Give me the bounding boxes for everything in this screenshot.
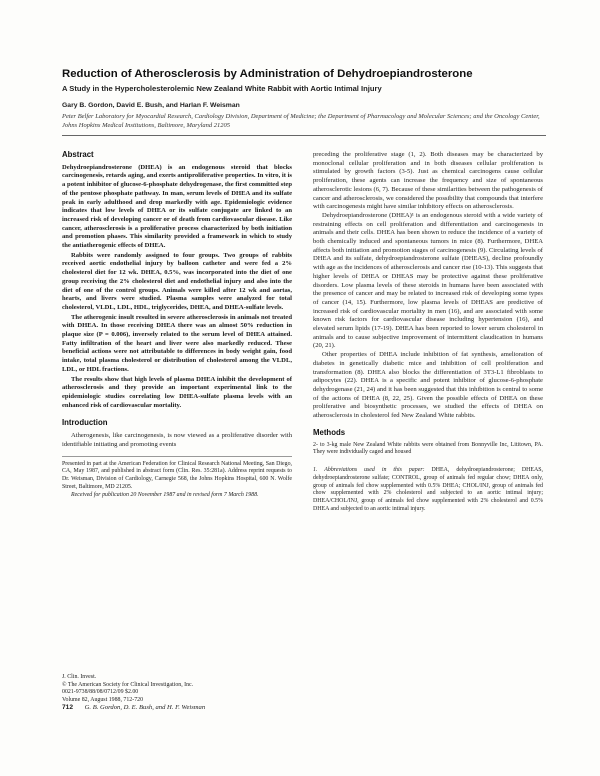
- page-number: 712: [62, 704, 74, 711]
- article-subtitle: A Study in the Hypercholesterolemic New Zealand White Rabbit with Aortic Intimal Injury: [62, 84, 382, 93]
- abbreviations-text: DHEA, dehydroepiandrosterone; DHEAS, dehydroepiandrosterone sulfate; CONTROL, group of animals fed regular chow; DHEA only, group of animals fed chow supplemented with 0.5% DHEA; CHOL/INJ, group of animals fed chow supplemented with 2% cholesterol and subjected to an aortic intimal injury; DHEA/CHOL/INJ, group of animals fed chow supplemented with 2% cholesterol and 0.5% DHEA and subjected to an aortic intimal injury.: [313, 467, 543, 513]
- methods-text: 2- to 3-kg male New Zealand White rabbits were obtained from Bonnyville Inc, Lititown, PA. They were individually caged and housed: [313, 441, 543, 456]
- left-column: [62, 151, 292, 499]
- abstract-paragraph: Rabbits were randomly assigned to four groups. Two groups of rabbits received aortic endothelial injury by balloon catheter and were fed a 2% cholesterol diet for 12 wk. DHEA, 0.5%, was incorporated into the diet of one group receiving the 2% cholesterol diet and endothelial injury and also into the diet of one of the control groups. Animals were killed after 12 wk and aortas, hearts, and livers were studied. Plasma samples were analyzed for total cholesterol, VLDL, LDL, HDL, triglycerides, DHEA, and DHEA-sulfate levels.: [62, 251, 292, 311]
- copyright-block: [62, 674, 292, 704]
- footer-authors: G. B. Gordon, D. E. Bush, and H. F. Weisman: [84, 704, 206, 711]
- abbreviations-footnote: [313, 467, 543, 514]
- page-footer: [62, 704, 205, 711]
- abstract-heading: Abstract: [62, 150, 94, 159]
- header-divider: [62, 135, 546, 136]
- introduction-heading: Introduction: [62, 418, 108, 428]
- introduction-paragraph: Atherogenesis, like carcinogenesis, is now viewed as a proliferative disorder with identifiable initiating and promoting events: [62, 432, 292, 448]
- affiliation: Peter Belfer Laboratory for Myocardial Research, Cardiology Division, Department of Medicine; the Department of Pharmacology and Molecular Sciences; and the Oncology Center, Johns Hopkins Medical Institutions, Baltimore, Maryland 21205: [62, 113, 540, 129]
- presentation-footnote: Presented in part at the American Federation for Clinical Research National Meeting, San Diego, CA, May 1987, and published in abstract form (Clin. Res. 35:281a). Address reprint requests to Dr. Weisman, Division of Cardiology, Carnegie 568, the Johns Hopkins Hospital, 600 N. Wolfe Street, Baltimore, MD 21205.: [62, 460, 292, 490]
- body-paragraph: preceding the proliferative stage (1, 2). Both diseases may be characterized by monoclonal cellular proliferation and in both diseases cellular proliferation is stimulated by growth factors (3-5). Just as chemical carcinogens cause cellular proliferation, these agents can increase the frequency and size of spontaneous atherosclerotic lesions (6, 7). Because of these similarities between the pathogenesis of cancer and atherosclerosis, we considered the possibility that compounds that interfere with carcinogenesis might have similar inhibitory effects on atherosclerosis.: [313, 151, 543, 211]
- received-footnote: Received for publication 20 November 1987 and in revised form 7 March 1988.: [71, 491, 259, 498]
- abstract-body: [62, 164, 292, 411]
- abstract-paragraph: Dehydroepiandrosterone (DHEA) is an endogenous steroid that blocks carcinogenesis, retards aging, and exerts antiproliferative properties. In vitro, it is a potent inhibitor of glucose-6-phosphate dehydrogenase, the first committed step of the pentose phosphate pathway. In man, serum levels of DHEA and its sulfate peak in early adulthood and drop markedly with age. Epidemiologic evidence indicates that low levels of DHEA or its sulfate conjugate are linked to an increased risk of developing cancer or of death from cardiovascular disease. Like cancer, atherosclerosis is a proliferative process characterized by both initiation and promotion phases. This similarity provided a framework in which to study the antiatherogenic effects of DHEA.: [62, 163, 292, 250]
- author-list: Gary B. Gordon, David E. Bush, and Harlan F. Weisman: [62, 102, 240, 109]
- journal-name: J. Clin. Invest.: [62, 674, 97, 680]
- article-title: Reduction of Atherosclerosis by Administration of Dehydroepiandrosterone: [62, 68, 473, 80]
- issn-line: 0021-9738/88/08/0712/09 $2.00: [62, 689, 139, 695]
- abstract-paragraph: The atherogenic insult resulted in severe atherosclerosis in animals not treated with DHEA. In those receiving DHEA there was an almost 50% reduction in plaque size (P = 0.006), inversely related to the serum level of DHEA attained. Fatty infiltration of the heart and liver were also markedly reduced. These beneficial actions were not attributable to differences in body weight gain, food intake, total plasma cholesterol or distribution of cholesterol among the VLDL, LDL, or HDL fractions.: [62, 313, 292, 373]
- right-body: [313, 151, 543, 421]
- body-paragraph: Dehydroepiandrosterone (DHEA)¹ is an endogenous steroid with a wide variety of restraining effects on cell proliferation and differentiation and carcinogenesis in animals and their cells. DHEA has been shown to reduce the incidence of a variety of both chemically induced and spontaneous tumors in mice (8). Furthermore, DHEA affects both initiation and promotion stages of carcinogenesis (9). Circulating levels of DHEA and its sulfate, dehydroepiandrosterone sulfate (DHEAS), decline profoundly with age as the incidences of atherosclerosis and cancer rise (10-13). This suggests that higher levels of DHEA or DHEAS may be protective against these proliferative disorders. Low plasma levels of these steroids in humans have been associated with the presence of cancer and may be related to increased risk of developing some types of cancer (14, 15). Furthermore, low plasma levels of DHEAS are predictive of increased risk of cardiovascular mortality in men (16), and are associated with some known risk factors for cardiovascular disease including hypertension (16), and elevated serum lipids (17-19). DHEA has been reported to lower serum cholesterol in animals and to cause subjective improvement of intermittent claudication in humans (20, 21).: [313, 211, 543, 350]
- volume-line: Volume 82, August 1988, 712-720: [62, 696, 144, 703]
- footnote-divider: [62, 456, 292, 457]
- abbreviations-label: 1. Abbreviations used in this paper:: [313, 467, 425, 474]
- introduction-body: [62, 432, 292, 449]
- abstract-paragraph: The results show that high levels of plasma DHEA inhibit the development of atherosclerosis and they provide an important experimental link to the epidemiologic studies correlating low DHEA-sulfate plasma levels with an enhanced risk of cardiovascular mortality.: [62, 375, 292, 409]
- right-column: [313, 151, 543, 514]
- copyright-line: © The American Society for Clinical Investigation, Inc.: [62, 681, 194, 688]
- body-paragraph: Other properties of DHEA include inhibition of fat synthesis, amelioration of diabetes in genetically diabetic mice and inhibition of cell proliferation and transformation (8). DHEA also blocks the differentiation of 3T3-L1 fibroblasts to adipocytes (22). DHEA is a specific and potent inhibitor of glucose-6-phosphate dehydrogenase (21, 24) and it has been suggested that this inhibition is central to some of the actions of DHEA (8, 22, 25). Given the possible effects of DHEA on these proliferative and biosynthetic processes, we studied the effects of DHEA on atherosclerosis in cholesterol fed New Zealand White rabbits.: [313, 351, 543, 420]
- methods-heading: Methods: [313, 427, 346, 437]
